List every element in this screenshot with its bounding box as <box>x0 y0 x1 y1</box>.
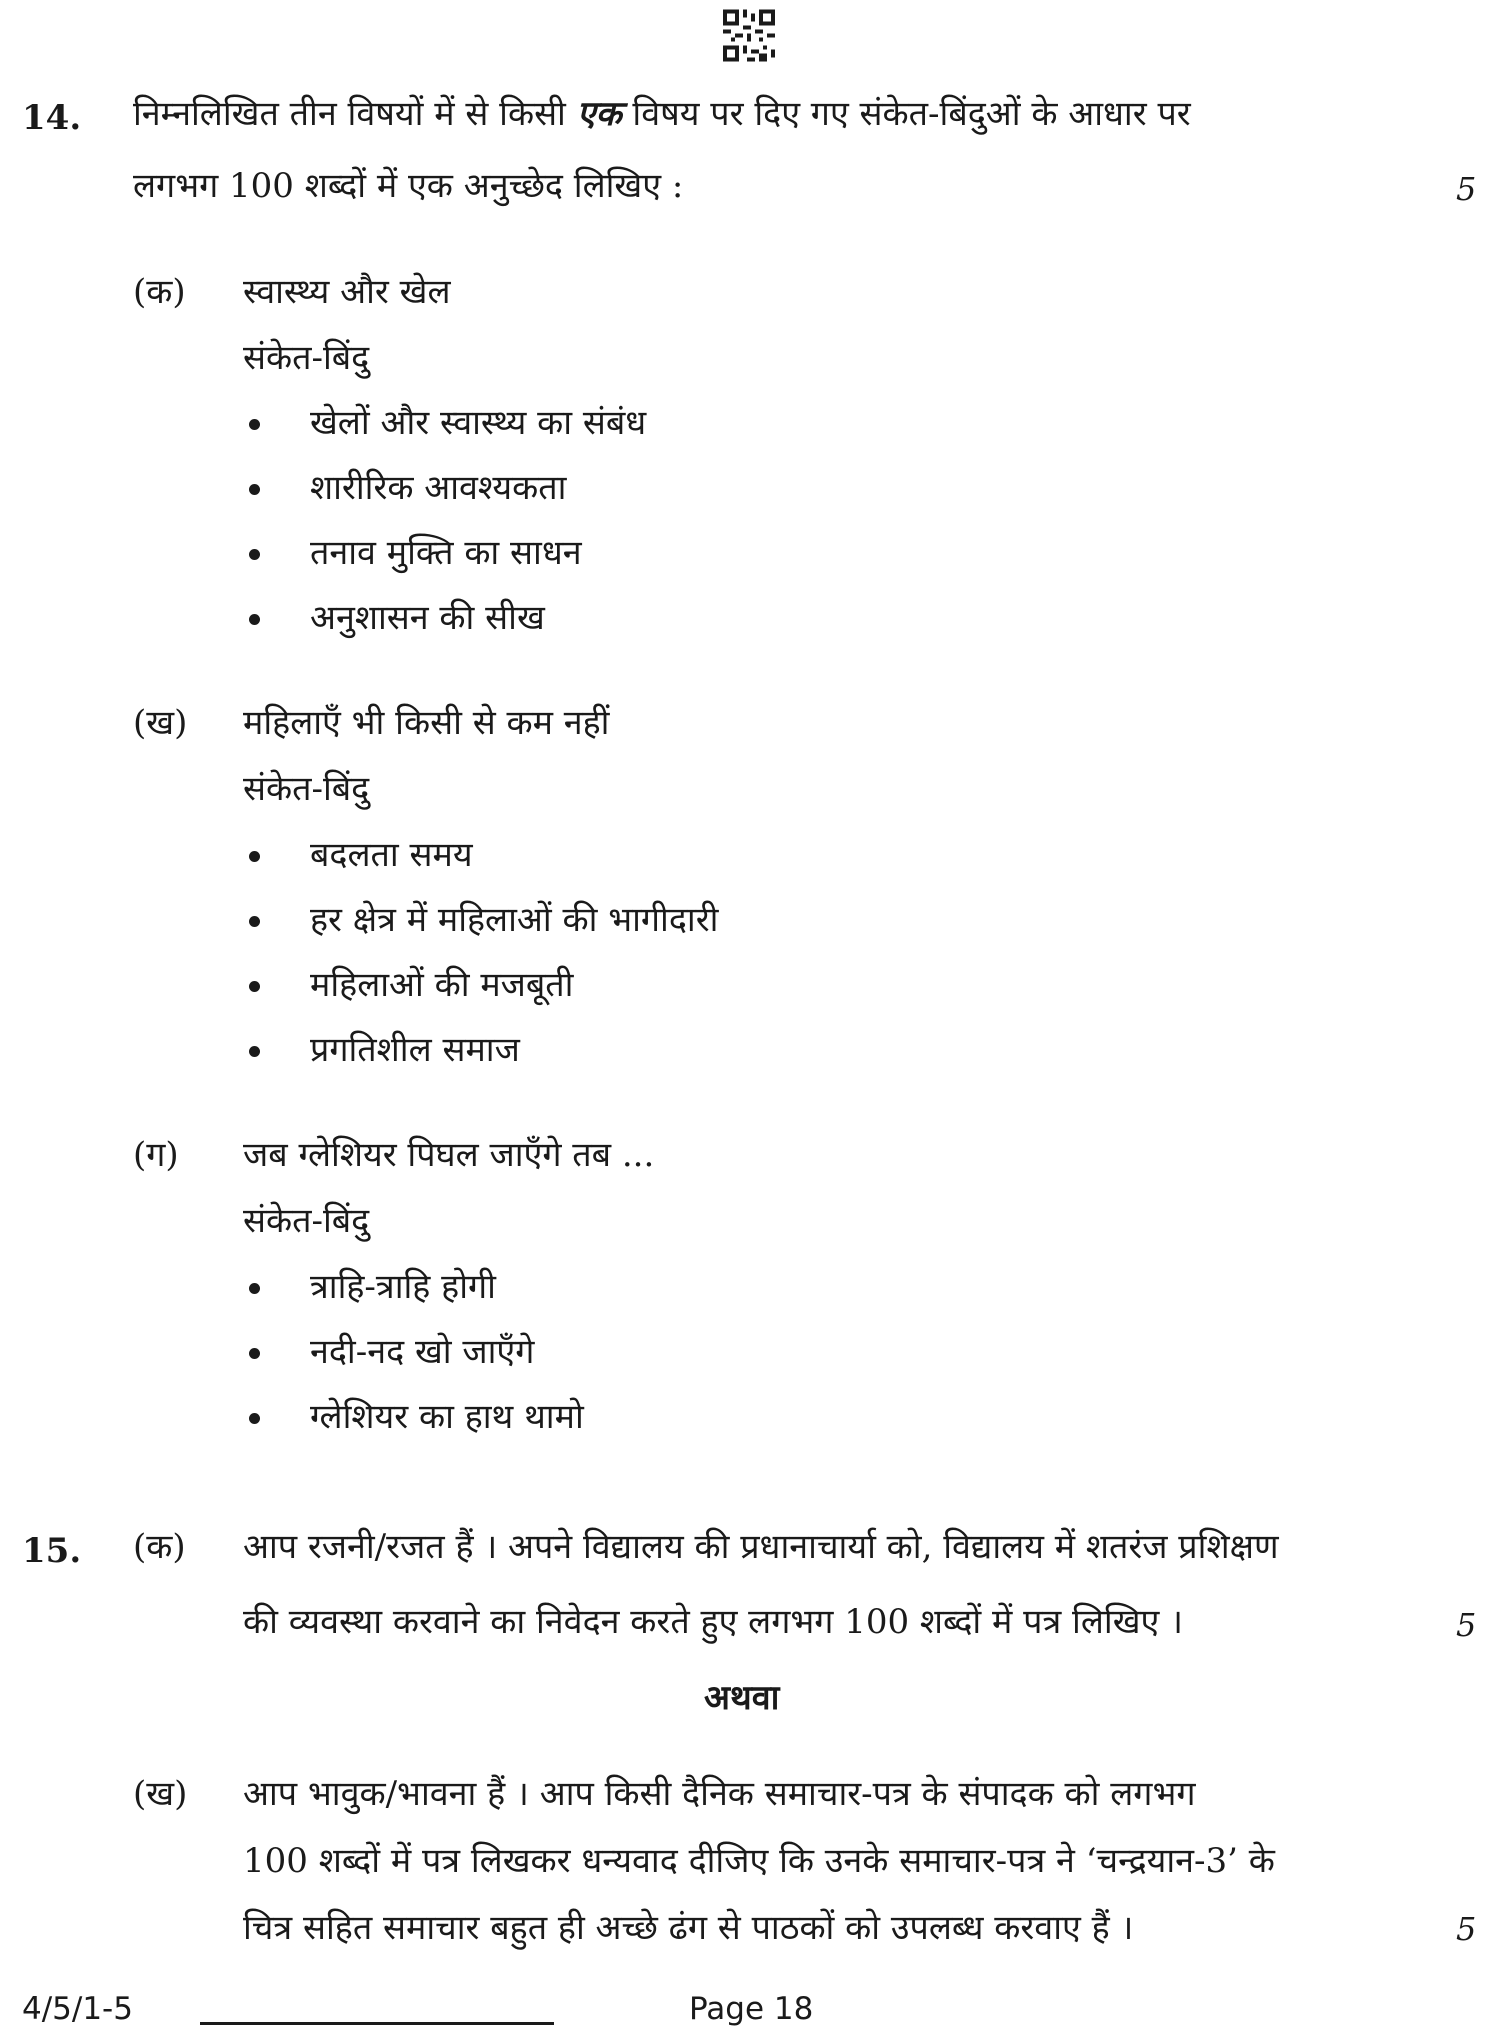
list-item: ग्लेशियर का हाथ थामो <box>310 1397 584 1437</box>
bullet-icon <box>249 1413 260 1424</box>
hints-label: संकेत-बिंदु <box>243 338 370 378</box>
list-item: खेलों और स्वास्थ्य का संबंध <box>310 403 647 443</box>
qr-code-icon <box>723 8 775 63</box>
option-label: (ख) <box>133 1774 188 1814</box>
list-item: तनाव मुक्ति का साधन <box>310 533 582 573</box>
bullet-icon <box>249 419 260 430</box>
question-number: 15. <box>22 1531 82 1571</box>
emphasis-text: एक <box>576 94 622 134</box>
bullet-icon <box>249 484 260 495</box>
question-intro: निम्नलिखित तीन विषयों में से किसी एक विषय पर दिए गए संकेत-बिंदुओं के आधार पर <box>133 94 1191 134</box>
bullet-icon <box>249 916 260 927</box>
bullet-icon <box>249 614 260 625</box>
question-intro-line2: लगभग 100 शब्दों में एक अनुच्छेद लिखिए : <box>133 166 684 206</box>
page-number: Page 18 <box>689 1991 814 2027</box>
option-title: स्वास्थ्य और खेल <box>243 272 451 312</box>
list-item: बदलता समय <box>310 835 473 875</box>
bullet-icon <box>249 1348 260 1359</box>
footer-rule <box>200 2022 554 2025</box>
question-text-line: चित्र सहित समाचार बहुत ही अच्छे ढंग से पाठकों को उपलब्ध करवाए हैं । <box>243 1908 1134 1948</box>
paper-code: 4/5/1-5 <box>22 1991 133 2027</box>
question-text-line: की व्यवस्था करवाने का निवेदन करते हुए लगभग 100 शब्दों में पत्र लिखिए । <box>243 1602 1184 1642</box>
question-number: 14. <box>22 98 82 138</box>
bullet-icon <box>249 851 260 862</box>
hints-label: संकेत-बिंदु <box>243 1201 370 1241</box>
option-title: महिलाएँ भी किसी से कम नहीं <box>243 703 610 743</box>
marks: 5 <box>1456 1910 1477 1948</box>
hints-label: संकेत-बिंदु <box>243 769 370 809</box>
bullet-icon <box>249 549 260 560</box>
list-item: शारीरिक आवश्यकता <box>310 468 567 508</box>
list-item: त्राहि-त्राहि होगी <box>310 1267 496 1307</box>
bullet-icon <box>249 1283 260 1294</box>
list-item: नदी-नद खो जाएँगे <box>310 1332 535 1372</box>
marks: 5 <box>1456 170 1477 208</box>
list-item: अनुशासन की सीख <box>310 598 545 638</box>
list-item: प्रगतिशील समाज <box>310 1030 520 1070</box>
bullet-icon <box>249 1046 260 1057</box>
question-text-line: आप रजनी/रजत हैं । अपने विद्यालय की प्रधानाचार्या को, विद्यालय में शतरंज प्रशिक्षण <box>243 1527 1279 1567</box>
marks: 5 <box>1456 1606 1477 1644</box>
list-item: हर क्षेत्र में महिलाओं की भागीदारी <box>310 900 719 940</box>
question-text-line: 100 शब्दों में पत्र लिखकर धन्यवाद दीजिए कि उनके समाचार-पत्र ने ‘चन्द्रयान-3’ के <box>243 1841 1275 1881</box>
list-item: महिलाओं की मजबूती <box>310 965 574 1005</box>
option-label: (ख) <box>133 703 188 743</box>
or-separator: अथवा <box>704 1678 780 1718</box>
question-text-line: आप भावुक/भावना हैं । आप किसी दैनिक समाचार-पत्र के संपादक को लगभग <box>243 1774 1196 1814</box>
option-label: (ग) <box>133 1135 179 1175</box>
option-label: (क) <box>133 1527 186 1567</box>
option-title: जब ग्लेशियर पिघल जाएँगे तब ... <box>243 1135 655 1175</box>
option-label: (क) <box>133 272 186 312</box>
bullet-icon <box>249 981 260 992</box>
